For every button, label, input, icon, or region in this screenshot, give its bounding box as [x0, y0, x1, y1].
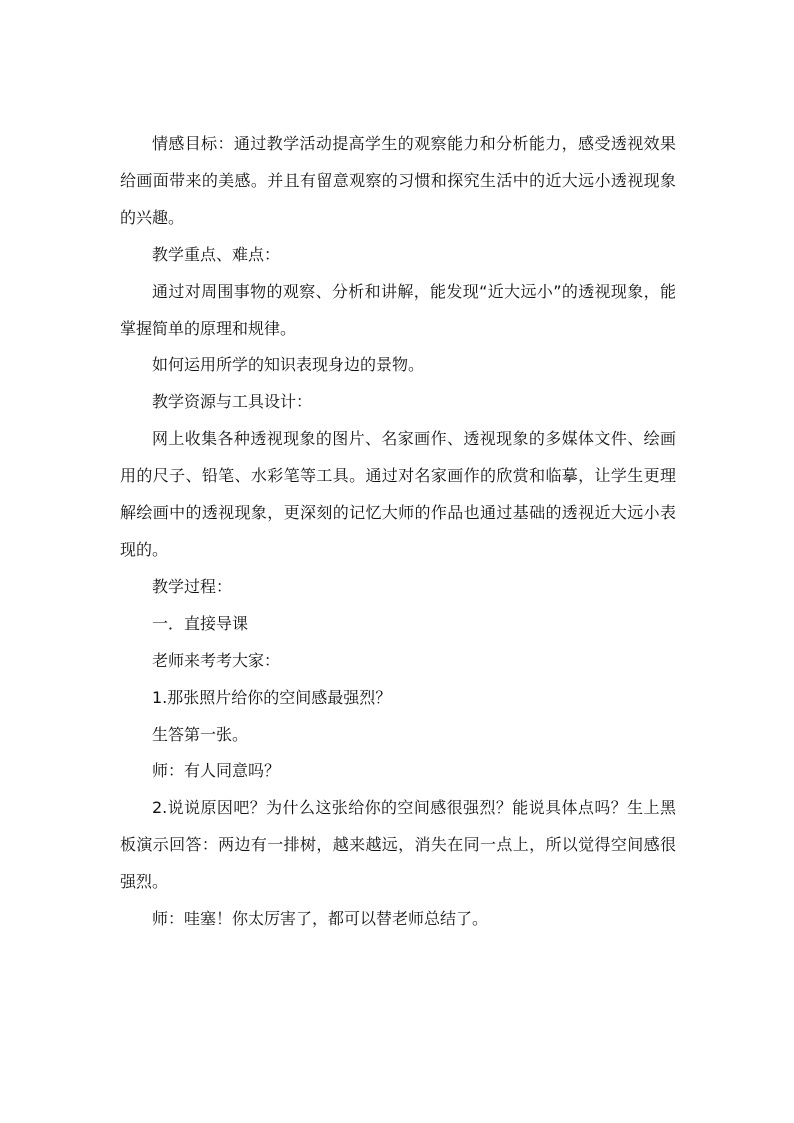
paragraph-question-1: 1.那张照片给你的空间感最强烈？: [152, 687, 392, 707]
paragraph-key-points-heading: 教学重点、难点：: [152, 244, 281, 264]
paragraph-question-2: 2.说说原因吧？为什么这张给你的空间感很强烈？能说具体点吗？生上黑板演示回答：两边有一排树，越来越远，消失在同一点上，所以觉得空间感很强烈。: [120, 798, 676, 892]
paragraph-teacher-praise: 师：哇塞！你太厉害了，都可以替老师总结了。: [152, 909, 489, 929]
paragraph-resources-heading: 教学资源与工具设计：: [152, 392, 313, 412]
paragraph-emotional-goal: 情感目标：通过教学活动提高学生的观察能力和分析能力，感受透视效果给画面带来的美感。并且有留意观察的习惯和探究生活中的近大远小透视现象的兴趣。: [120, 134, 676, 227]
paragraph-teacher-ask: 师：有人同意吗？: [152, 761, 281, 781]
paragraph-teacher-intro: 老师来考考大家：: [152, 650, 281, 670]
paragraph-key-point-2: 如何运用所学的知识表现身边的景物。: [152, 355, 425, 375]
paragraph-resources: 网上收集各种透视现象的图片、名家画作、透视现象的多媒体文件、绘画用的尺子、铅笔、水彩笔等工具。通过对名家画作的欣赏和临摹，让学生更理解绘画中的透视现象，更深刻的记忆大师的作品也通过基础的透视近大远小表现的。: [120, 429, 676, 559]
document-body: [120, 126, 676, 938]
paragraph-section-one: 一．直接导课: [152, 613, 249, 633]
paragraph-student-answer: 生答第一张。: [152, 724, 249, 744]
paragraph-key-point-1: 通过对周围事物的观察、分析和讲解，能发现“近大远小”的透视现象，能掌握简单的原理和规律。: [120, 281, 676, 338]
paragraph-process-heading: 教学过程：: [152, 576, 233, 596]
